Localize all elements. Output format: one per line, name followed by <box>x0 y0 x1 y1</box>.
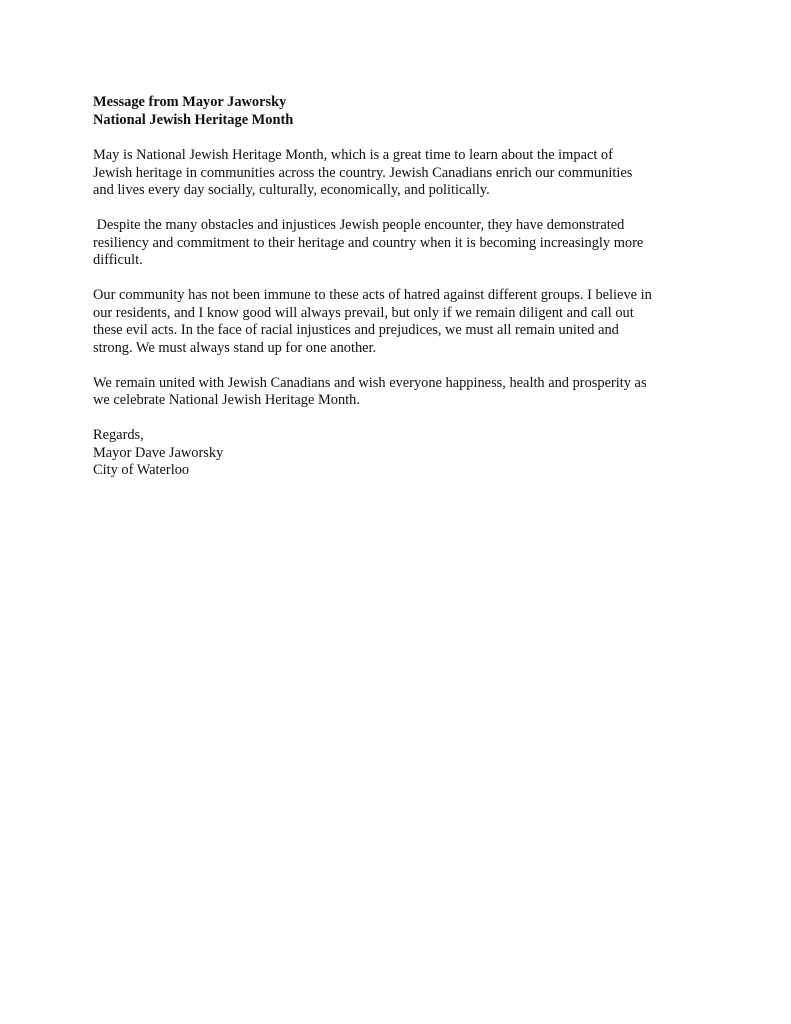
heading-line-1: Message from Mayor Jaworsky <box>93 94 287 110</box>
signoff-block <box>93 427 703 480</box>
heading-line-2: National Jewish Heritage Month <box>93 111 294 128</box>
signer-organization: City of Waterloo <box>93 462 190 478</box>
paragraph-line: resiliency and commitment to their heritage and country when it is becoming increasingly more <box>93 234 644 251</box>
paragraph-1 <box>93 147 703 200</box>
paragraph-line: May is National Jewish Heritage Month, which is a great time to learn about the impact of <box>93 147 613 163</box>
paragraph-line: Despite the many obstacles and injustices Jewish people encounter, they have demonstrated <box>93 217 625 233</box>
signer-name: Mayor Dave Jaworsky <box>93 444 224 461</box>
paragraph-4 <box>93 375 703 410</box>
paragraph-line: and lives every day socially, culturally, economically, and politically. <box>93 182 490 198</box>
paragraph-line: we celebrate National Jewish Heritage Month. <box>93 392 360 408</box>
paragraph-3 <box>93 287 703 357</box>
paragraph-line: strong. We must always stand up for one another. <box>93 339 377 356</box>
paragraph-line: these evil acts. In the face of racial injustices and prejudices, we must all remain united and <box>93 322 619 338</box>
paragraph-line: Jewish heritage in communities across the country. Jewish Canadians enrich our communities <box>93 164 633 181</box>
letter-heading <box>93 94 703 129</box>
letter-body <box>93 94 703 480</box>
paragraph-line: our residents, and I know good will always prevail, but only if we remain diligent and call out <box>93 304 634 321</box>
paragraph-line: We remain united with Jewish Canadians and wish everyone happiness, health and prosperity as <box>93 374 647 391</box>
closing-text: Regards, <box>93 427 144 443</box>
paragraph-line: difficult. <box>93 252 143 268</box>
paragraph-line: Our community has not been immune to these acts of hatred against different groups. I believe in <box>93 287 652 303</box>
paragraph-2 <box>93 217 703 270</box>
